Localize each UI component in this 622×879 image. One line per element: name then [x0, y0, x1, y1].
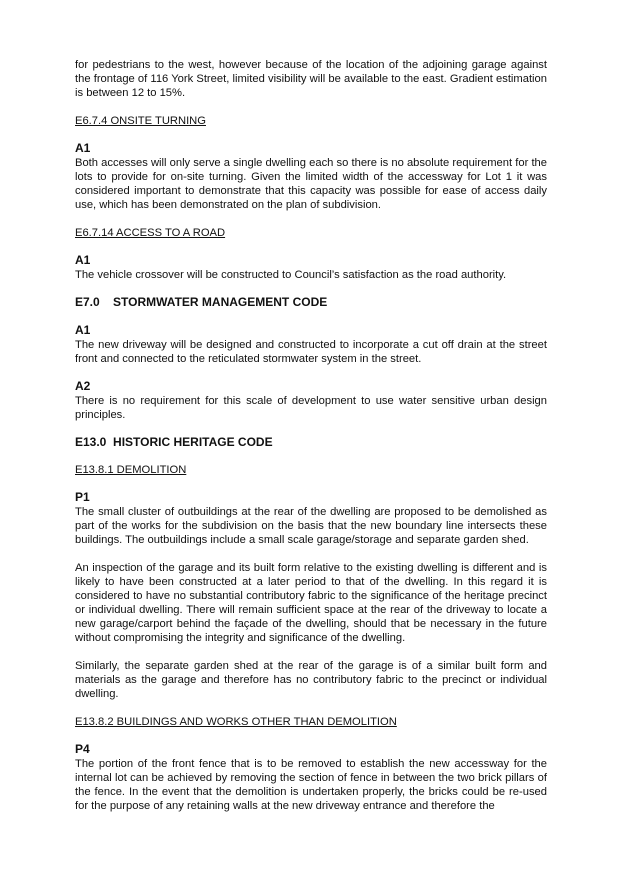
- label-p1: P1: [75, 490, 90, 504]
- paragraph-road: The vehicle crossover will be constructed to Council’s satisfaction as the road authority.: [75, 269, 507, 281]
- heading-onsite-turning: E6.7.4 ONSITE TURNING: [75, 115, 206, 127]
- heading-stormwater-code: E7.0 STORMWATER MANAGEMENT CODE: [75, 295, 328, 309]
- label-p4: P4: [75, 742, 90, 756]
- heading-demolition: E13.8.1 DEMOLITION: [75, 464, 187, 476]
- paragraph-intro: for pedestrians to the west, however because of the location of the adjoining garage against the frontage of 116 York Street, limited visibility will be available to the east. Gradient estimation is between 12 to 15%.: [75, 59, 547, 99]
- paragraph-inspection: An inspection of the garage and its built form relative to the existing dwelling is different and is likely to have been constructed at a later period to that of the dwelling. In this regard it is considered to have no substantial contributory fabric to the significance of the heritage precinct or individual dwelling. There will remain sufficient space at the rear of the driveway to locate a new garage/carport behind the façade of the dwelling, should that be necessary in the future without compromising the integrity and significance of the dwelling.: [75, 562, 547, 644]
- label-a2: A2: [75, 379, 91, 393]
- heading-buildings-works: E13.8.2 BUILDINGS AND WORKS OTHER THAN DEMOLITION: [75, 716, 397, 728]
- paragraph-turning: Both accesses will only serve a single dwelling each so there is no absolute requirement for the lots to provide for on-site turning. Given the limited width of the accessway for Lot 1 it was considered important to demonstrate that this capacity was possible for ease of access daily use, which has been demonstrated on the plan of subdivision.: [75, 157, 547, 211]
- label-a1-stormwater: A1: [75, 323, 91, 337]
- paragraph-shed: Similarly, the separate garden shed at the rear of the garage is of a similar built form and materials as the garage and therefore has no contributory fabric to the precinct or individual dwelling.: [75, 660, 547, 700]
- heading-access-road: E6.7.14 ACCESS TO A ROAD: [75, 227, 226, 239]
- paragraph-cluster: The small cluster of outbuildings at the rear of the dwelling are proposed to be demolished as part of the works for the subdivision on the basis that the new boundary line intersects these buildings. The outbuildings include a small scale garage/storage and separate garden shed.: [75, 506, 547, 546]
- label-a1-turning: A1: [75, 141, 91, 155]
- paragraph-fence: The portion of the front fence that is to be removed to establish the new accessway for the internal lot can be achieved by removing the section of fence in between the two brick pillars of the fence. In the event that the demolition is undertaken properly, the bricks could be re-used for the purpose of any retaining walls at the new driveway entrance and therefore the: [75, 758, 547, 812]
- paragraph-wsud: There is no requirement for this scale of development to use water sensitive urban design principles.: [75, 395, 547, 421]
- paragraph-driveway: The new driveway will be designed and constructed to incorporate a cut off drain at the street front and connected to the reticulated stormwater system in the street.: [75, 339, 547, 365]
- label-a1-road: A1: [75, 253, 91, 267]
- heading-heritage-code: E13.0 HISTORIC HERITAGE CODE: [75, 435, 273, 449]
- document-page: [75, 58, 547, 813]
